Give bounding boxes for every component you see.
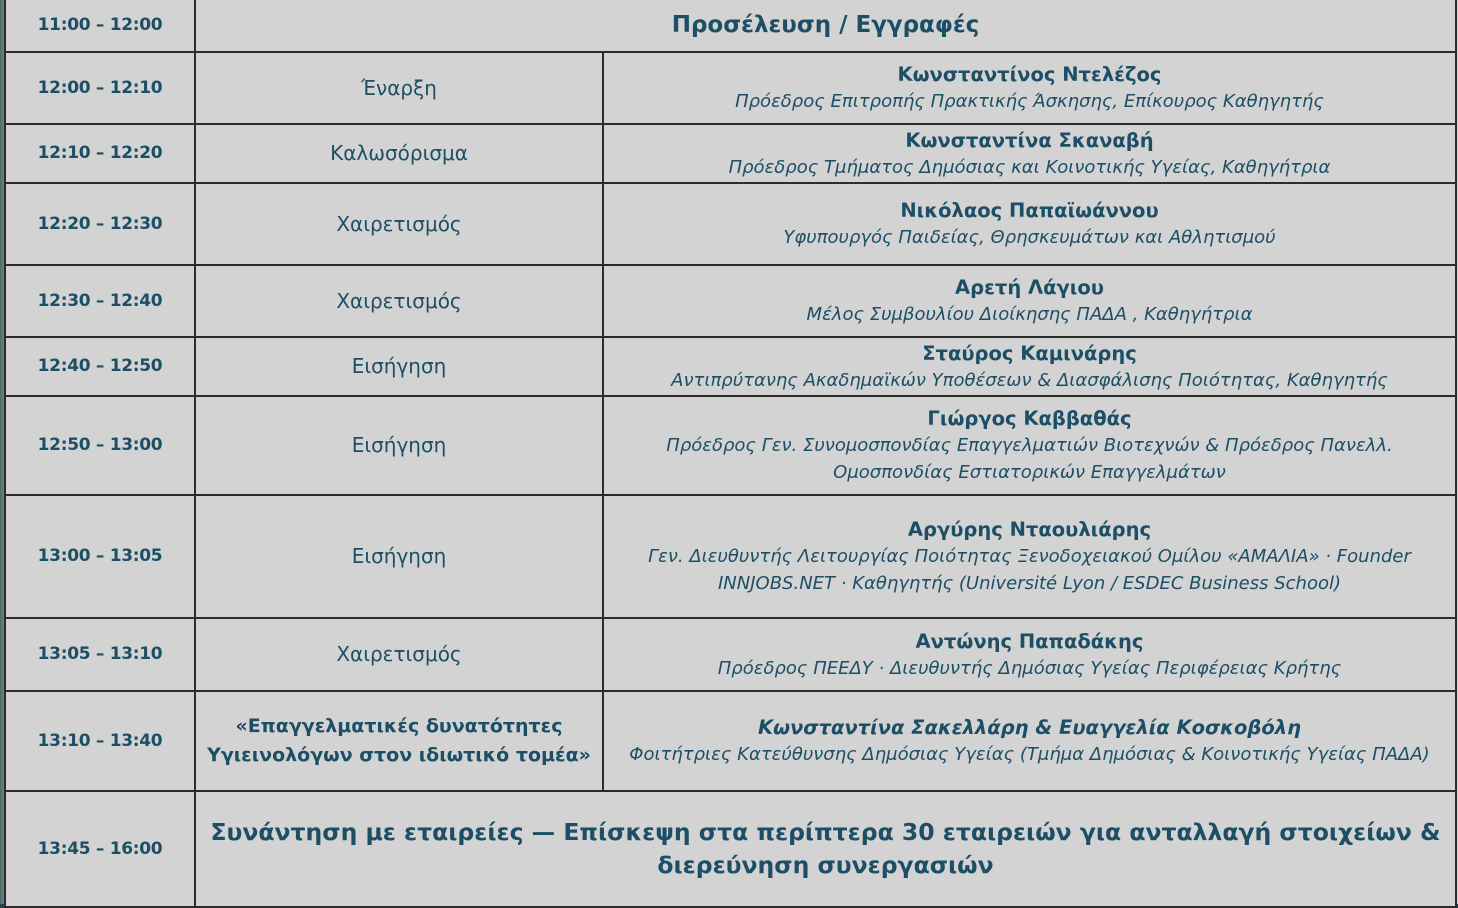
table-row	[5, 396, 1456, 495]
speaker-role: Πρόεδρος ΠΕΕΔΥ · Διευθυντής Δημόσιας Υγείας Περιφέρειας Κρήτης	[717, 657, 1342, 679]
speaker-cell	[603, 396, 1456, 495]
session-type: «Επαγγελματικές δυνατότητες Υγιεινολόγων στον ιδιωτικό τομέα»	[195, 691, 603, 791]
session-type: Έναρξη	[195, 52, 603, 124]
speaker-name: Σταύρος Καμινάρης	[922, 341, 1137, 365]
speaker-role: Μέλος Συμβουλίου Διοίκησης ΠΑΔΑ , Καθηγήτρια	[806, 304, 1253, 325]
time-cell: 13:10 – 13:40	[5, 691, 195, 791]
session-type: Εισήγηση	[195, 495, 603, 618]
speaker-role: Γεν. Διευθυντής Λειτουργίας Ποιότητας Ξενοδοχειακού Ομίλου «ΑΜΑΛΙΑ» · Founder INNJOBS.NET · Καθηγητής (Université Lyon / ESDEC Business School)	[648, 546, 1411, 594]
speaker-role: Φοιτήτριες Κατεύθυνσης Δημόσιας Υγείας (Τμήμα Δημόσιας & Κοινοτικής Υγείας ΠΑΔΑ)	[629, 744, 1430, 765]
time-cell: 12:10 – 12:20	[5, 124, 195, 183]
speaker-cell	[603, 618, 1456, 691]
speaker-cell	[603, 265, 1456, 337]
session-type: Εισήγηση	[195, 337, 603, 396]
table-row	[5, 124, 1456, 183]
speaker-name: Κωνσταντίνος Ντελέζος	[897, 63, 1162, 86]
time-cell: 13:00 – 13:05	[5, 495, 195, 618]
session-type: Χαιρετισμός	[195, 183, 603, 265]
speaker-role: Πρόεδρος Γεν. Συνομοσπονδίας Επαγγελματιών Βιοτεχνών & Πρόεδρος Πανελλ. Ομοσπονδίας Εστιατορικών Επαγγελμάτων	[666, 435, 1393, 483]
registration-title: Προσέλευση / Εγγραφές	[195, 0, 1456, 52]
speaker-cell	[603, 691, 1456, 791]
speaker-role: Πρόεδρος Τμήματος Δημόσιας και Κοινοτικής Υγείας, Καθηγήτρια	[728, 156, 1331, 178]
speaker-name: Κωνσταντίνα Σακελλάρη & Ευαγγελία Κοσκοβόλη	[757, 716, 1302, 739]
speaker-name: Αρετή Λάγιου	[955, 276, 1104, 299]
table-row	[5, 337, 1456, 396]
time-cell: 12:30 – 12:40	[5, 265, 195, 337]
speaker-cell	[603, 495, 1456, 618]
table-row	[5, 265, 1456, 337]
speaker-role: Πρόεδρος Επιτροπής Πρακτικής Άσκησης, Επίκουρος Καθηγητής	[735, 91, 1324, 112]
time-cell: 13:05 – 13:10	[5, 618, 195, 691]
table-row	[5, 691, 1456, 791]
table-row	[5, 495, 1456, 618]
table-row	[5, 183, 1456, 265]
speaker-name: Νικόλαος Παπαϊωάννου	[900, 199, 1159, 222]
speaker-cell	[603, 124, 1456, 183]
speaker-name: Αντώνης Παπαδάκης	[915, 629, 1144, 653]
speaker-name: Αργύρης Νταουλιάρης	[907, 518, 1152, 541]
speaker-role: Υφυπουργός Παιδείας, Θρησκευμάτων και Αθλητισμού	[783, 227, 1276, 248]
time-cell: 12:00 – 12:10	[5, 52, 195, 124]
company-meeting-title: Συνάντηση με εταιρείες — Επίσκεψη στα περίπτερα 30 εταιρειών για ανταλλαγή στοιχείων & διερεύνηση συνεργασιών	[195, 791, 1456, 907]
session-type: Χαιρετισμός	[195, 265, 603, 337]
time-cell: 12:50 – 13:00	[5, 396, 195, 495]
time-cell: 13:45 – 16:00	[5, 791, 195, 907]
speaker-name: Κωνσταντίνα Σκαναβή	[905, 128, 1154, 152]
table-row	[5, 0, 1456, 52]
time-cell: 12:40 – 12:50	[5, 337, 195, 396]
speaker-cell	[603, 52, 1456, 124]
time-cell: 12:20 – 12:30	[5, 183, 195, 265]
table-row	[5, 791, 1456, 907]
table-row	[5, 618, 1456, 691]
speaker-cell	[603, 337, 1456, 396]
speaker-name: Γιώργος Καββαθάς	[927, 407, 1132, 430]
program-table	[4, 0, 1457, 908]
session-type: Εισήγηση	[195, 396, 603, 495]
time-cell: 11:00 – 12:00	[5, 0, 195, 52]
session-type: Καλωσόρισμα	[195, 124, 603, 183]
speaker-cell	[603, 183, 1456, 265]
table-row	[5, 52, 1456, 124]
speaker-role: Αντιπρύτανης Ακαδημαϊκών Υποθέσεων & Διασφάλισης Ποιότητας, Καθηγητής	[671, 369, 1388, 391]
session-type: Χαιρετισμός	[195, 618, 603, 691]
